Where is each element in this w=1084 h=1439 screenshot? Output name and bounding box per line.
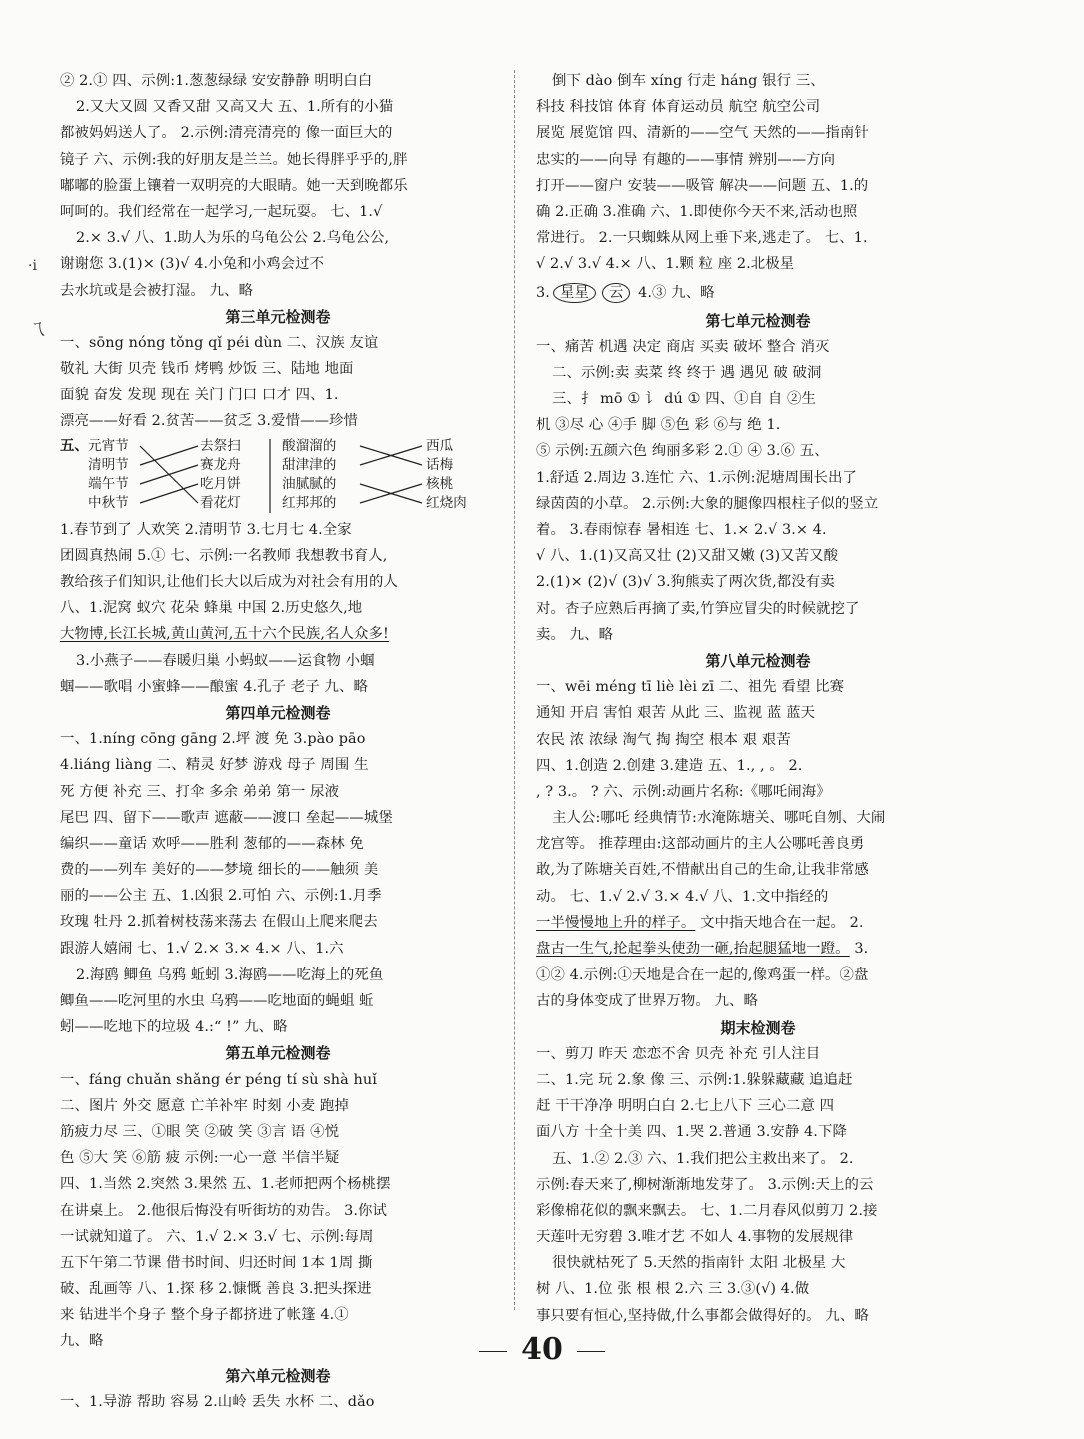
text-line: 丽的——公主 五、1.凶狠 2.可怕 六、示例:1.月季 <box>60 888 382 905</box>
match-right-item: 看花灯 <box>200 494 241 511</box>
text-line: 2.× 3.√ 八、1.助人为乐的乌龟公公 2.乌龟公公, <box>76 230 390 247</box>
text-line: 破、乱画等 八、1.探 移 2.慷慨 善良 3.把头探进 <box>60 1281 372 1298</box>
text-line: 四、1.当然 2.突然 3.果然 五、1.老师把两个杨桃摆 <box>60 1176 391 1193</box>
text-line: 古的身体变成了世界万物。 九、略 <box>536 993 759 1010</box>
text-line: 一、1.导游 帮助 容易 2.山岭 丢失 水杯 二、dǎo <box>60 1393 375 1410</box>
underlined-answer: 大物博,长江长城,黄山黄河,五十六个民族,名人众多! <box>60 626 389 643</box>
text-line: , ? 3.。 ? 六、示例:动画片名称:《哪吒闹海》 <box>536 783 831 800</box>
unit3-title: 第三单元检测卷 <box>225 307 331 326</box>
text-line: 4.liáng liàng 二、精灵 好梦 游戏 母子 周围 生 <box>60 757 369 774</box>
answer-prefix: 3. <box>536 284 550 301</box>
match-right-item: 红烧肉 <box>426 494 467 511</box>
text-line: 科技 科技馆 体育 体育运动员 航空 航空公司 <box>536 99 821 116</box>
text-line: 通知 开启 害怕 艰苦 从此 三、监视 蓝 蓝天 <box>536 705 816 722</box>
text-line: 五、1.② 2.③ 六、1.我们把公主救出来了。 2. <box>552 1150 854 1167</box>
text-line: 面貌 奋发 发现 现在 关门 门口 口才 四、1. <box>60 387 339 404</box>
match-line <box>140 484 198 503</box>
text-line: 一、sōng nóng tǒng qǐ péi dùn 二、汉族 友谊 <box>60 334 379 351</box>
column-divider <box>514 70 515 1310</box>
match-right-item: 西瓜 <box>426 437 454 454</box>
unit2-answers-continued <box>60 68 496 304</box>
text-line: 一试就知道了。 六、1.√ 2.× 3.√ 七、示例:每周 <box>60 1228 374 1245</box>
text-line: 一、wēi méng tī liè lèi zī 二、祖先 看望 比赛 <box>536 679 845 696</box>
text-line: 四、1.创造 2.创建 3.建造 五、1., , 。 2. <box>536 757 803 774</box>
match-right-item: 赛龙舟 <box>200 456 241 473</box>
match-left-item: 酸溜溜的 <box>282 437 337 454</box>
match-right-item: 话梅 <box>426 456 454 473</box>
text-line: 2.又大又圆 又香又甜 又高又大 五、1.所有的小猫 <box>76 99 394 116</box>
margin-mark-top: ·i <box>28 258 37 274</box>
match-line <box>140 465 198 484</box>
unit7-title: 第七单元检测卷 <box>705 311 811 330</box>
text-line: 彩像棉花似的飘来飘去。 七、1.二月春风似剪刀 2.接 <box>536 1202 878 1219</box>
text-line: 机 ③尽 心 ④手 脚 ⑤色 彩 ⑥与 绝 1. <box>536 417 781 434</box>
text-line: 动。 七、1.√ 2.√ 3.× 4.√ 八、1.文中指经的 <box>536 888 829 905</box>
underlined-answer: 盘古一生气,抡起拳头使劲一砸,抬起腿猛地一蹬。 <box>536 941 850 957</box>
text-line: 赶 干干净净 明明白白 2.七上八下 三心二意 四 <box>536 1098 835 1115</box>
text-line: 敬礼 大街 贝壳 钱币 烤鸭 炒饭 三、陆地 地面 <box>60 361 354 378</box>
answer-text: 文中指天地合在一起。 2. <box>695 914 864 931</box>
text-line: 一、剪刀 昨天 恋恋不舍 贝壳 补充 引人注目 <box>536 1045 821 1062</box>
text-line: 3.小燕子——春暖归巢 小蚂蚁——运食物 小蝈 <box>76 652 375 669</box>
text-line: 漂亮——好看 2.贫苦——贫乏 3.爱惜——珍惜 <box>60 413 359 430</box>
text-line <box>60 621 496 647</box>
text-line: 常进行。 2.一只蜘蛛从网上垂下来,逃走了。 七、1. <box>536 230 868 247</box>
text-line: 打开——窗户 安装——吸管 解决——问题 五、1.的 <box>536 177 869 194</box>
circled-answer: 云 <box>602 283 631 303</box>
text-line: 鲫鱼——吃河里的水虫 乌鸦——吃地面的蝇蛆 蚯 <box>60 993 374 1009</box>
text-line: 玫瑰 牡丹 2.抓着树枝荡来荡去 在假山上爬来爬去 <box>60 914 378 931</box>
match-right-item: 吃月饼 <box>200 475 241 492</box>
unit6-title: 第六单元检测卷 <box>225 1366 331 1385</box>
text-line: ①② 4.示例:①天地是合在一起的,像鸡蛋一样。②盘 <box>536 967 869 984</box>
text-line: 来 钻进半个身子 整个身子都挤进了帐篷 4.① <box>60 1307 349 1324</box>
matching-exercise <box>60 435 496 517</box>
text-line: 二、图片 外交 愿意 亡羊补牢 时刻 小麦 跑掉 <box>60 1097 349 1114</box>
unit4-title: 第四单元检测卷 <box>225 703 331 722</box>
circled-answer: 星星 <box>553 283 596 303</box>
text-line: 很快就枯死了 5.天然的指南针 太阳 北极星 大 <box>552 1255 846 1272</box>
text-line: 尾巴 四、留下——歌声 遮蔽——渡口 垒起——城堡 <box>60 809 393 826</box>
text-line: ⑤ 示例:五颜六色 绚丽多彩 2.① ④ 3.⑥ 五、 <box>536 443 829 460</box>
text-line: √ 八、1.(1)又高又壮 (2)又甜又嫩 (3)又苦又酸 <box>536 548 839 565</box>
text-line: 倒下 dào 倒车 xíng 行走 háng 银行 三、 <box>552 73 825 89</box>
text-line: 2.海鸥 鲫鱼 乌鸦 蚯蚓 3.海鸥——吃海上的死鱼 <box>76 966 384 983</box>
text-line: 1.舒适 2.周边 3.连忙 六、1.示例:泥塘周围长出了 <box>536 469 858 486</box>
match-right-item: 核桃 <box>426 475 454 492</box>
text-line: 去水坑或是会被打湿。 九、略 <box>60 282 254 299</box>
underlined-answer: 一半慢慢地上升的样子。 <box>536 914 696 931</box>
match-prefix: 五、 <box>60 436 89 454</box>
text-line: 忠实的——向导 有趣的——事情 辨别——方向 <box>536 151 836 168</box>
text-line: 主人公:哪吒 经典情节:水淹陈塘关、哪吒自刎、大闹 <box>552 810 886 827</box>
margin-mark-bottom: ㄟ <box>28 316 48 340</box>
match-left-item: 元宵节 <box>88 437 129 454</box>
text-line: 事只要有恒心,坚持做,什么事都会做得好的。 九、略 <box>536 1307 869 1324</box>
text-line: ② 2.① 四、示例:1.葱葱绿绿 安安静静 明明白白 <box>60 73 373 89</box>
text-line: 确 2.正确 3.准确 六、1.即使你今天不来,活动也照 <box>536 203 858 220</box>
text-line: 1.春节到了 人欢笑 2.清明节 3.七月七 4.全家 <box>60 521 352 538</box>
text-line: 面八方 十全十美 四、1.哭 2.普通 3.安静 4.下降 <box>536 1124 847 1141</box>
match-left-item: 甜津津的 <box>282 456 337 473</box>
text-line: 2.(1)× (2)√ (3)√ 3.狗熊卖了两次货,都没有卖 <box>536 574 835 591</box>
text-line: 着。 3.春雨惊春 暑相连 七、1.× 2.√ 3.× 4. <box>536 522 827 538</box>
text-line: 蝈——歌唱 小蜜蜂——酿蜜 4.孔子 老子 九、略 <box>60 678 368 695</box>
match-right-item: 去祭扫 <box>200 437 241 454</box>
text-line: 绿茵茵的小草。 2.示例:大象的腿像四根柱子似的竖立 <box>536 495 879 512</box>
text-line: 一、fáng chuǎn shǎng ér péng tí sù shà huǐ <box>60 1071 377 1088</box>
right-column <box>536 68 980 1329</box>
text-line: 在讲桌上。 2.他很后悔没有听街坊的劝告。 3.你试 <box>60 1202 388 1219</box>
text-line: 筋疲力尽 三、①眼 笑 ②破 笑 ③言 语 ④悦 <box>60 1123 340 1140</box>
text-line: 展览 展览馆 四、清新的——空气 天然的——指南针 <box>536 125 869 142</box>
text-line: 三、扌 mō ① 讠 dú ① 四、①自 自 ②生 <box>552 391 816 408</box>
text-line: 卖。 九、略 <box>536 626 614 643</box>
text-line: 敢,为了陈塘关百姓,不惜献出自己的生命,让我非常感 <box>536 862 869 879</box>
text-line: 跟游人嬉闹 七、1.√ 2.× 3.× 4.× 八、1.六 <box>60 940 344 957</box>
match-left-item: 油腻腻的 <box>282 475 337 492</box>
page-number-value: 40 <box>521 1332 563 1367</box>
answer-text: 3. <box>849 941 869 957</box>
match-left-item: 清明节 <box>88 456 129 473</box>
final-exam-title: 期末检测卷 <box>720 1018 796 1037</box>
text-line: 九、略 <box>60 1333 104 1350</box>
text-line: 谢谢您 3.(1)× (3)√ 4.小兔和小鸡会过不 <box>60 256 325 273</box>
text-line: 示例:春天来了,柳树渐渐地发芽了。 3.示例:天上的云 <box>536 1176 874 1193</box>
match-left-item: 端午节 <box>88 475 129 492</box>
text-line: 天莲叶无穷碧 3.唯才艺 不如人 4.事物的发展规律 <box>536 1229 854 1246</box>
text-line: 一、痛苦 机遇 决定 商店 买卖 破坏 整合 消灭 <box>536 338 830 355</box>
text-line: 八、1.泥窝 蚁穴 花朵 蜂巢 中国 2.历史悠久,地 <box>60 600 363 617</box>
text-line: 农民 浓 浓绿 淘气 掏 掏空 根本 艰 艰苦 <box>536 731 791 748</box>
text-line: 二、示例:卖 卖菜 终 终于 遇 遇见 破 破洞 <box>552 364 822 381</box>
left-column <box>60 68 496 1415</box>
text-line <box>536 936 980 962</box>
text-line: 一、1.níng cōng gāng 2.坪 渡 免 3.pào pāo <box>60 731 366 748</box>
text-line: 费的——列车 美好的——梦境 细长的——触须 美 <box>60 862 379 879</box>
page-number-dash <box>577 1351 605 1352</box>
answer-suffix: 4.③ 九、略 <box>638 284 715 301</box>
text-line: 教给孩子们知识,让他们长大以后成为对社会有用的人 <box>60 574 398 590</box>
text-line: 龙宫等。 推荐理由:这部动画片的主人公哪吒善良勇 <box>536 836 865 853</box>
text-line: 死 方便 补充 三、打伞 多余 弟弟 第一 尿液 <box>60 783 340 800</box>
text-line: 对。杏子应熟后再摘了卖,竹笋应冒尖的时候就挖了 <box>536 600 860 617</box>
text-line: 都被妈妈送人了。 2.示例:清亮清亮的 像一面巨大的 <box>60 125 393 142</box>
text-line: 编织——童话 欢呼——胜利 葱郁的——森林 免 <box>60 835 364 852</box>
text-line: 蚓——吃地下的垃圾 4.:“ !” 九、略 <box>60 1019 288 1036</box>
page-number-dash <box>479 1351 507 1352</box>
unit8-title: 第八单元检测卷 <box>705 651 811 670</box>
text-line: 二、1.完 玩 2.象 像 三、示例:1.躲躲藏藏 追追赶 <box>536 1071 853 1088</box>
text-line: 树 八、1.位 张 根 根 2.六 三 3.③(√) 4.做 <box>536 1281 810 1298</box>
text-line: √ 2.√ 3.√ 4.× 八、1.颗 粒 座 2.北极星 <box>536 256 795 273</box>
text-line: 嘟嘟的脸蛋上镶着一双明亮的大眼睛。她一天到晚都乐 <box>60 177 408 194</box>
text-line: 呵呵的。我们经常在一起学习,一起玩耍。 七、1.√ <box>60 203 383 220</box>
page-number <box>0 1332 1084 1367</box>
text-line <box>536 910 980 936</box>
match-left-item: 红邦邦的 <box>282 494 337 511</box>
text-line: 团圆真热闹 5.① 七、示例:一名教师 我想教书育人, <box>60 547 388 564</box>
unit5-title: 第五单元检测卷 <box>225 1044 331 1063</box>
text-line <box>536 278 980 308</box>
match-line <box>140 446 198 465</box>
text-line: 镜子 六、示例:我的好朋友是兰兰。她长得胖乎乎的,胖 <box>60 151 408 168</box>
text-line: 五下午第二节课 借书时间、归还时间 1本 1周 撕 <box>60 1254 373 1271</box>
matching-lines <box>60 435 496 517</box>
match-left-item: 中秋节 <box>88 494 129 511</box>
text-line: 色 ⑤大 笑 ⑥筋 疲 示例:一心一意 半信半疑 <box>60 1150 340 1167</box>
